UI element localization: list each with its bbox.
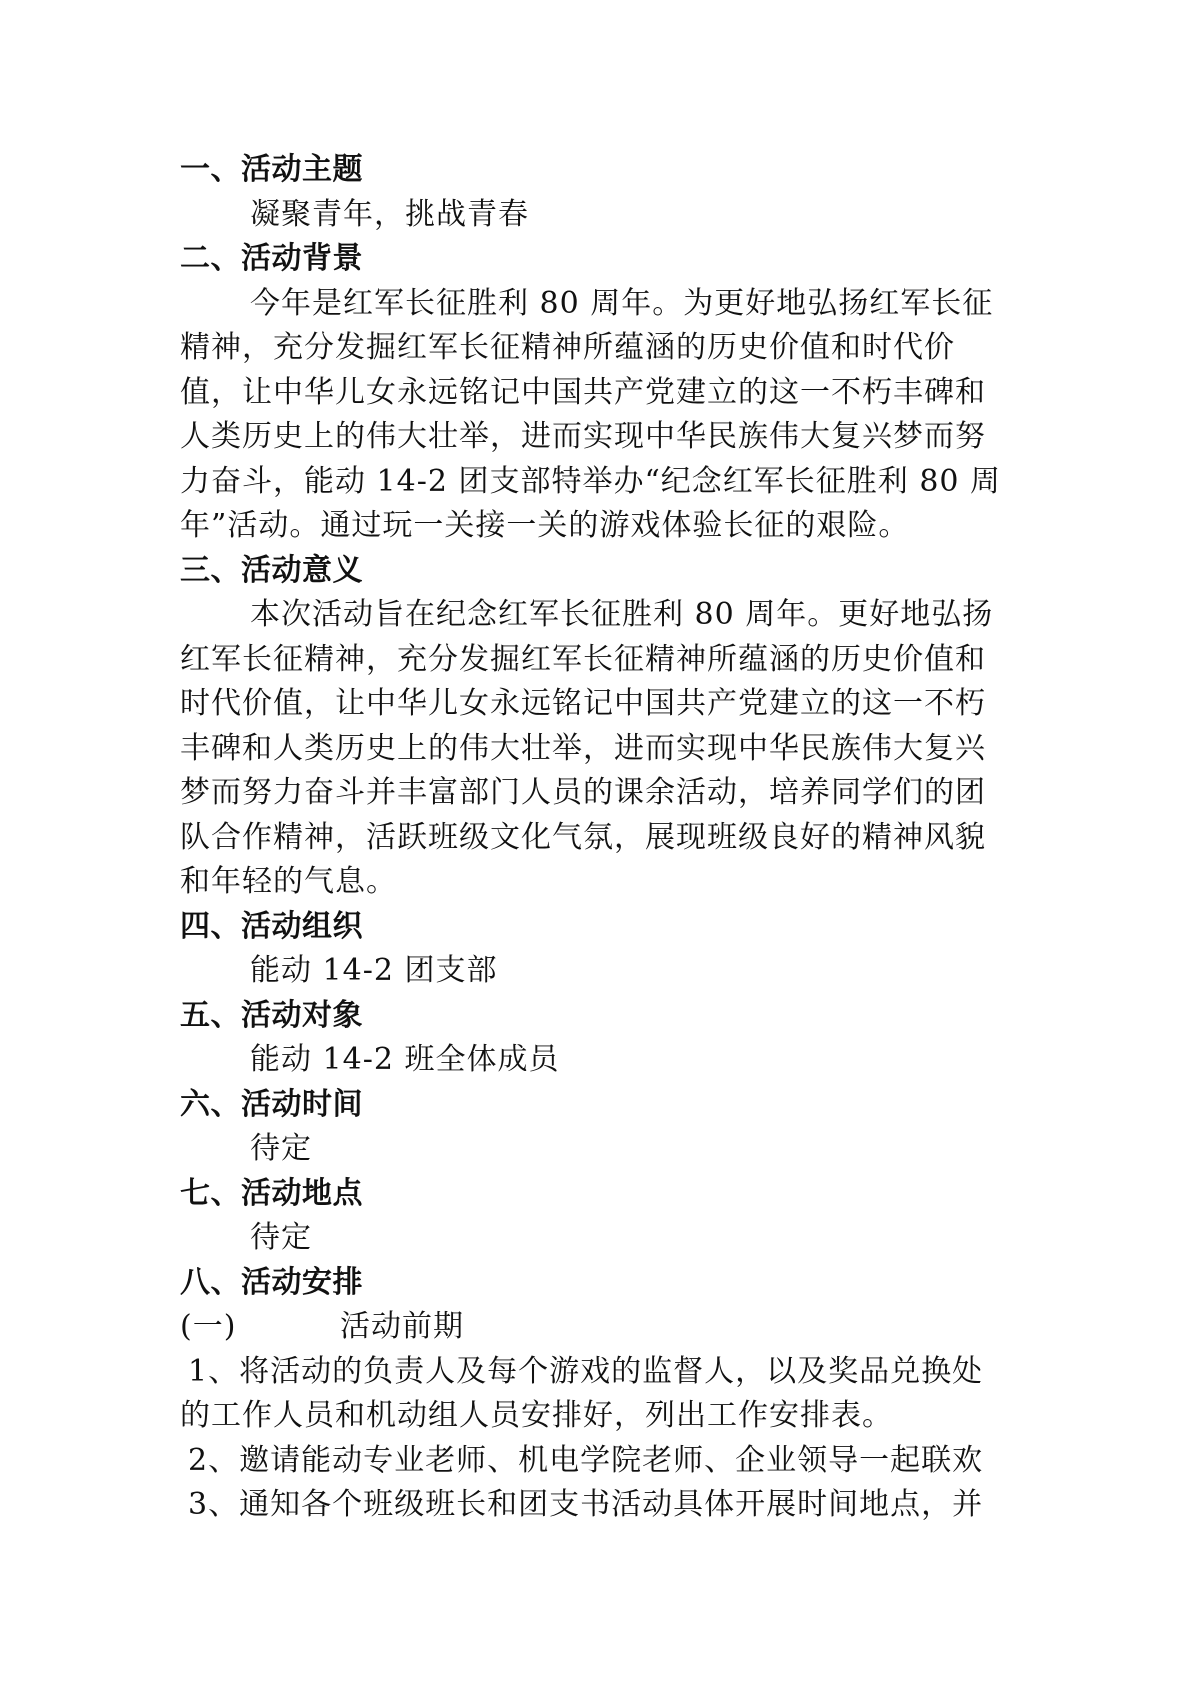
significance-line: 本次活动旨在纪念红军长征胜利 80 周年。更好地弘扬: [250, 597, 994, 632]
arrangement-item: 3、通知各个班级班长和团支书活动具体开展时间地点，并: [188, 1487, 984, 1522]
significance-line: 和年轻的气息。: [180, 864, 397, 899]
significance-line: 丰碑和人类历史上的伟大壮举，进而实现中华民族伟大复兴: [180, 730, 986, 766]
subheading-title: 活动前期: [340, 1309, 464, 1344]
document-body: [180, 148, 1020, 1528]
section-heading-organizer: 四、活动组织: [180, 908, 363, 944]
participants-text: 能动 14-2 班全体成员: [250, 1042, 560, 1077]
arrangement-item: 2、邀请能动专业老师、机电学院老师、企业领导一起联欢: [188, 1442, 984, 1478]
section-heading-background: 二、活动背景: [180, 241, 363, 276]
section-heading-time: 六、活动时间: [180, 1086, 363, 1122]
background-line: 年”活动。通过玩一关接一关的游戏体验长征的艰险。: [180, 508, 910, 543]
significance-line: 队合作精神，活跃班级文化气氛，展现班级良好的精神风貌: [180, 819, 986, 855]
section-heading-arrangement: 八、活动安排: [180, 1264, 363, 1300]
organizer-text: 能动 14-2 团支部: [250, 953, 498, 988]
section-heading-location: 七、活动地点: [180, 1175, 363, 1211]
background-line: 人类历史上的伟大壮举，进而实现中华民族伟大复兴梦而努: [180, 419, 986, 454]
background-line: 值，让中华儿女永远铭记中国共产党建立的这一不朽丰碑和: [180, 374, 986, 410]
background-line: 精神，充分发掘红军长征精神所蕴涵的历史价值和时代价: [180, 330, 955, 365]
arrangement-item: 1、将活动的负责人及每个游戏的监督人，以及奖品兑换处: [188, 1353, 984, 1389]
background-line: 力奋斗，能动 14-2 团支部特举办“纪念红军长征胜利 80 周: [180, 463, 1002, 499]
location-text: 待定: [250, 1220, 312, 1255]
time-text: 待定: [250, 1131, 312, 1166]
significance-line: 梦而努力奋斗并丰富部门人员的课余活动，培养同学们的团: [180, 775, 986, 810]
background-line: 今年是红军长征胜利 80 周年。为更好地弘扬红军长征: [250, 285, 994, 321]
subheading-number: (一): [180, 1309, 237, 1344]
section-heading-theme: 一、活动主题: [180, 152, 363, 187]
significance-line: 时代价值，让中华儿女永远铭记中国共产党建立的这一不朽: [180, 686, 986, 721]
section-heading-participants: 五、活动对象: [180, 997, 363, 1033]
significance-line: 红军长征精神，充分发掘红军长征精神所蕴涵的历史价值和: [180, 641, 986, 677]
arrangement-item-continuation: 的工作人员和机动组人员安排好，列出工作安排表。: [180, 1398, 893, 1433]
arrangement-subheading: [180, 1305, 1020, 1350]
section-heading-significance: 三、活动意义: [180, 552, 363, 588]
theme-text: 凝聚青年，挑战青春: [250, 196, 529, 232]
